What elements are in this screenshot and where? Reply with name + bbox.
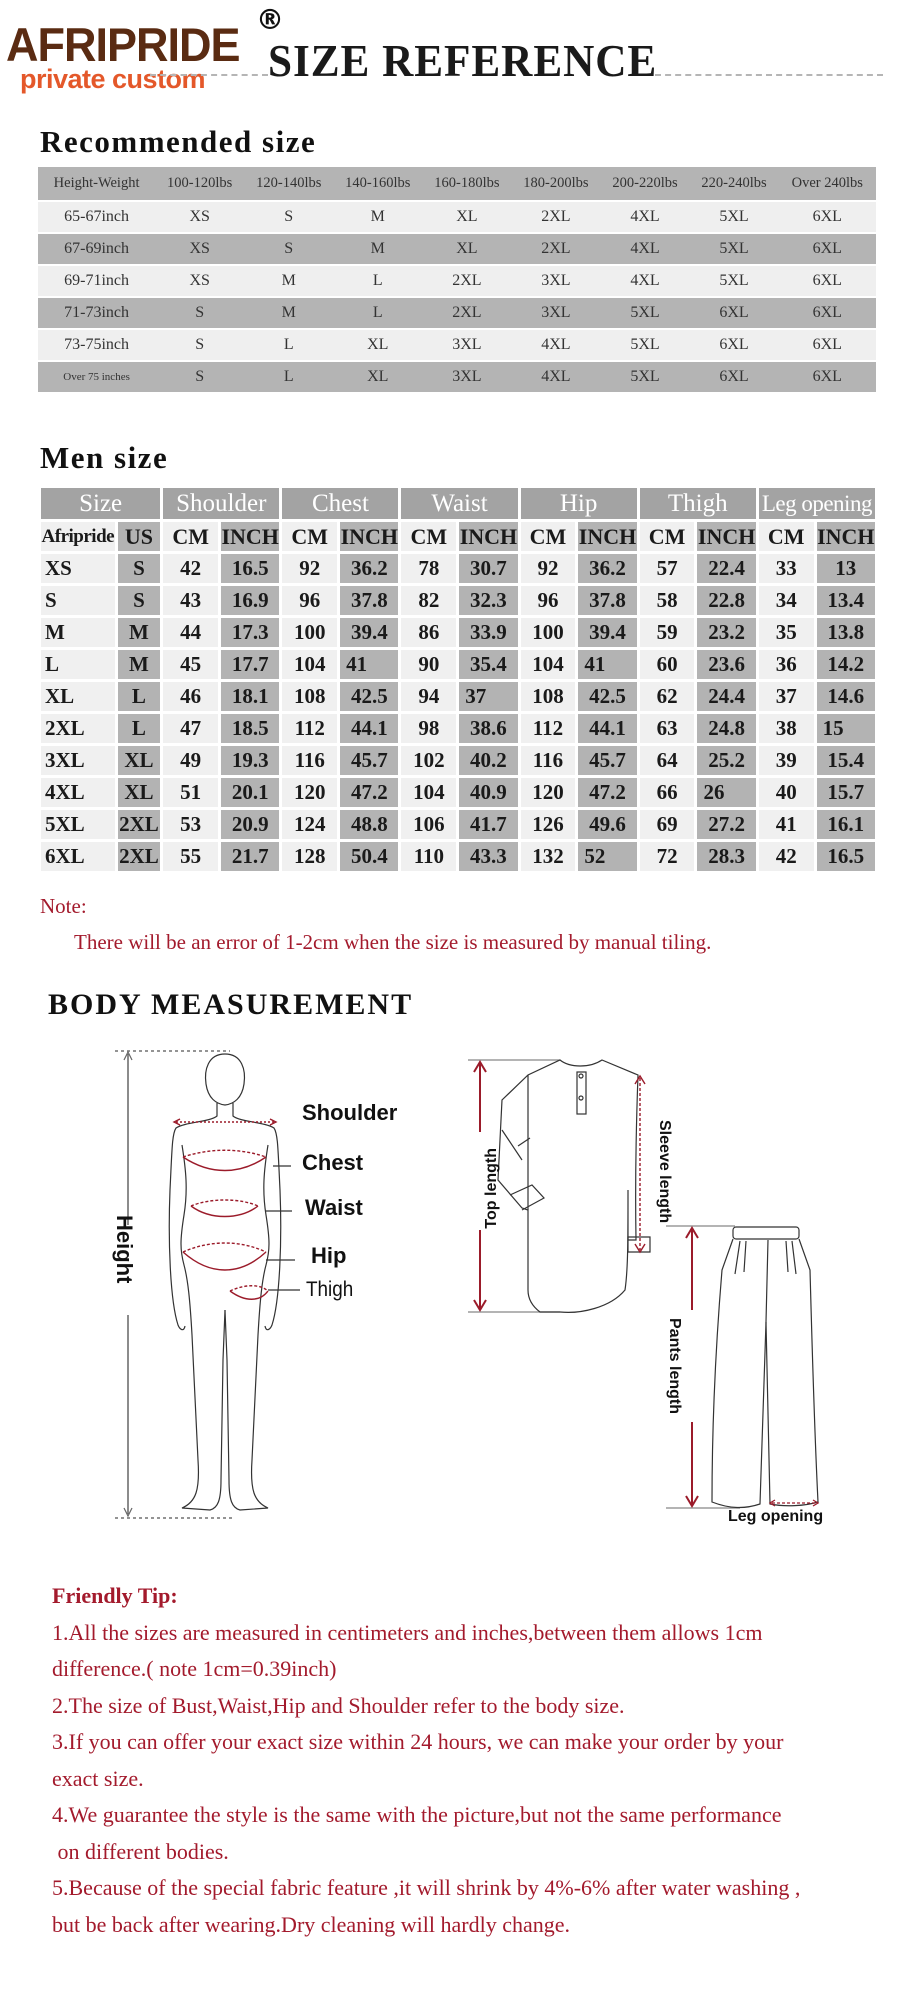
table-cell: 35 [759,618,814,647]
brand-tagline: private custom [20,64,206,94]
table-cell: 23.2 [697,618,755,647]
men-size-table [38,485,878,874]
tip-line: 1.All the sizes are measured in centimeters and inches,between them allows 1cm [52,1619,763,1645]
table-cell: 17.3 [221,618,279,647]
table-cell: 14.6 [817,682,875,711]
table-cell: 30.7 [459,554,517,583]
group-header: Chest [282,488,398,519]
table-row [41,714,875,743]
table-cell: 13 [817,554,875,583]
table-cell: 42.5 [578,682,636,711]
column-header: Afripride [41,522,115,551]
table-cell: 44 [163,618,218,647]
table-row [38,234,876,264]
table-cell: L [41,650,115,679]
table-cell: 6XL [690,362,779,392]
table-row [38,298,876,328]
table-cell: 41.7 [459,810,517,839]
column-header: INCH [340,522,398,551]
friendly-tips [52,1578,882,1943]
tip-line: on different bodies. [52,1838,229,1864]
top-length-label: Top length [483,1148,500,1229]
table-row [38,362,876,392]
table-cell: 4XL [600,234,689,264]
table-cell: S [118,554,161,583]
table-cell: 39.4 [340,618,398,647]
table-cell: 46 [163,682,218,711]
table-cell: 82 [401,586,456,615]
chest-label: Chest [302,1150,364,1175]
table-cell: XL [41,682,115,711]
table-cell: 38 [759,714,814,743]
table-cell: 2XL [511,234,600,264]
table-cell: 102 [401,746,456,775]
table-cell: 132 [521,842,576,871]
table-cell: 42 [759,842,814,871]
table-cell: 36.2 [578,554,636,583]
table-cell: XS [41,554,115,583]
table-cell: 22.4 [697,554,755,583]
table-cell: 32.3 [459,586,517,615]
table-cell: 4XL [600,202,689,232]
note-text: There will be an error of 1-2cm when the size is measured by manual tiling. [74,930,712,954]
table-cell: XL [333,362,422,392]
table-cell: 39 [759,746,814,775]
table-cell: 26 [697,778,755,807]
table-cell: 18.5 [221,714,279,743]
table-cell: 17.7 [221,650,279,679]
table-cell: 13.4 [817,586,875,615]
table-cell: S [155,362,244,392]
table-cell: 5XL [600,298,689,328]
table-cell: 6XL [779,362,876,392]
table-cell: 2XL [118,842,161,871]
table-cell: 14.2 [817,650,875,679]
column-header: CM [640,522,695,551]
table-cell: 48.8 [340,810,398,839]
table-cell: 33 [759,554,814,583]
table-cell: 45.7 [578,746,636,775]
table-cell: 16.5 [817,842,875,871]
column-header: INCH [221,522,279,551]
table-cell: 116 [521,746,576,775]
column-header: US [118,522,161,551]
table-cell: 24.4 [697,682,755,711]
table-header-row [38,167,876,200]
table-cell: 6XL [690,298,779,328]
thigh-label: Thigh [306,1278,354,1301]
table-cell: 78 [401,554,456,583]
table-cell: 108 [521,682,576,711]
table-cell: 44.1 [340,714,398,743]
tip-line: 5.Because of the special fabric feature ,it will shrink by 4%-6% after water washing , [52,1875,801,1900]
table-cell: 22.8 [697,586,755,615]
table-cell: 4XL [600,266,689,296]
table-cell: 15.4 [817,746,875,775]
column-header: 120-140lbs [244,167,333,200]
table-row [41,778,875,807]
table-cell: 112 [521,714,576,743]
tip-line: 4.We guarantee the style is the same with the picture,but not the same performance [52,1802,782,1827]
table-cell: 50.4 [340,842,398,871]
table-row [41,554,875,583]
table-cell: 4XL [511,330,600,360]
table-cell: M [333,202,422,232]
column-header: 100-120lbs [155,167,244,200]
table-cell: L [333,298,422,328]
table-cell: 21.7 [221,842,279,871]
tip-line: but be back after wearing.Dry cleaning will hardly change. [52,1911,571,1937]
table-cell: 49.6 [578,810,636,839]
table-cell: 55 [163,842,218,871]
table-cell: 100 [282,618,337,647]
table-cell: 42.5 [340,682,398,711]
column-header: INCH [697,522,755,551]
table-cell: 96 [282,586,337,615]
table-cell: 3XL [422,330,511,360]
tip-line: 2.The size of Bust,Waist,Hip and Shoulder refer to the body size. [52,1692,625,1718]
table-cell: 38.6 [459,714,517,743]
table-cell: L [244,330,333,360]
table-cell: 94 [401,682,456,711]
table-cell: 72 [640,842,695,871]
table-cell: 71-73inch [38,298,155,328]
table-cell: S [155,330,244,360]
table-cell: 47.2 [578,778,636,807]
table-cell: 45.7 [340,746,398,775]
table-cell: 27.2 [697,810,755,839]
table-cell: 5XL [600,330,689,360]
table-cell: XS [155,266,244,296]
table-cell: S [155,298,244,328]
table-cell: 98 [401,714,456,743]
table-cell: 92 [282,554,337,583]
table-cell: 5XL [600,362,689,392]
group-header: Hip [521,488,637,519]
group-header: Size [41,488,160,519]
column-header: 180-200lbs [511,167,600,200]
table-row [41,842,875,871]
table-cell: 96 [521,586,576,615]
table-cell: 104 [282,650,337,679]
note-label: Note: [40,894,87,918]
table-cell: 23.6 [697,650,755,679]
table-cell: XL [333,330,422,360]
table-cell: M [118,618,161,647]
table-cell: 124 [282,810,337,839]
table-row [41,810,875,839]
table-cell: XL [118,746,161,775]
table-cell: 42 [163,554,218,583]
table-cell: 44.1 [578,714,636,743]
table-cell: 45 [163,650,218,679]
table-cell: XL [118,778,161,807]
table-cell: 100 [521,618,576,647]
header-divider-right [655,74,883,76]
table-cell: 40.9 [459,778,517,807]
table-cell: S [244,202,333,232]
table-cell: 6XL [779,202,876,232]
table-cell: 20.9 [221,810,279,839]
table-cell: Over 75 inches [38,362,155,392]
height-label: Height [112,1215,137,1284]
table-cell: 28.3 [697,842,755,871]
table-cell: 110 [401,842,456,871]
column-header: INCH [459,522,517,551]
table-cell: 49 [163,746,218,775]
column-header: 200-220lbs [600,167,689,200]
table-cell: 120 [521,778,576,807]
table-cell: 116 [282,746,337,775]
table-cell: 41 [578,650,636,679]
table-cell: M [118,650,161,679]
table-cell: 4XL [511,362,600,392]
men-size-heading: Men size [40,440,169,475]
subheader-row [41,522,875,551]
recommended-heading: Recommended size [40,124,317,159]
table-cell: 3XL [422,362,511,392]
table-cell: 43.3 [459,842,517,871]
group-header: Shoulder [163,488,279,519]
table-cell: 104 [401,778,456,807]
table-cell: 62 [640,682,695,711]
page-title: SIZE REFERENCE [268,35,658,86]
table-cell: 112 [282,714,337,743]
table-cell: M [333,234,422,264]
table-row [38,266,876,296]
table-cell: 16.5 [221,554,279,583]
table-cell: L [118,682,161,711]
column-header: 220-240lbs [690,167,779,200]
table-cell: XS [155,202,244,232]
table-cell: 37 [759,682,814,711]
table-cell: 66 [640,778,695,807]
table-cell: 6XL [41,842,115,871]
table-cell: 25.2 [697,746,755,775]
shoulder-label: Shoulder [302,1100,398,1125]
tip-line: 3.If you can offer your exact size within 24 hours, we can make your order by your [52,1729,784,1754]
table-cell: 6XL [779,266,876,296]
table-cell: 59 [640,618,695,647]
table-cell: 126 [521,810,576,839]
table-cell: 2XL [422,266,511,296]
table-cell: 3XL [41,746,115,775]
tip-line: difference.( note 1cm=0.39inch) [52,1656,337,1681]
table-cell: 15 [817,714,875,743]
table-cell: 120 [282,778,337,807]
column-header: INCH [817,522,875,551]
table-cell: 128 [282,842,337,871]
table-cell: 35.4 [459,650,517,679]
table-cell: S [118,586,161,615]
table-cell: XS [155,234,244,264]
table-cell: 15.7 [817,778,875,807]
column-header: 140-160lbs [333,167,422,200]
table-cell: 92 [521,554,576,583]
group-header: Leg opening [759,488,875,519]
table-cell: 37.8 [578,586,636,615]
table-cell: 60 [640,650,695,679]
table-cell: 73-75inch [38,330,155,360]
table-cell: 69 [640,810,695,839]
table-cell: 63 [640,714,695,743]
table-row [41,682,875,711]
table-cell: L [118,714,161,743]
brand-logo: AFRIPRIDE [6,17,240,72]
table-cell: L [244,362,333,392]
table-cell: 65-67inch [38,202,155,232]
table-cell: 2XL [118,810,161,839]
tips-title: Friendly Tip: [52,1583,178,1608]
table-cell: 51 [163,778,218,807]
column-header: Height-Weight [38,167,155,200]
column-header: CM [163,522,218,551]
table-cell: 2XL [422,298,511,328]
table-cell: 16.9 [221,586,279,615]
table-cell: 2XL [41,714,115,743]
table-row [41,618,875,647]
table-cell: 52 [578,842,636,871]
table-cell: 19.3 [221,746,279,775]
table-row [38,202,876,232]
table-cell: 6XL [690,330,779,360]
leg-opening-label: Leg opening [728,1508,824,1525]
table-cell: 86 [401,618,456,647]
table-cell: 90 [401,650,456,679]
table-cell: 104 [521,650,576,679]
table-cell: 41 [340,650,398,679]
table-cell: 5XL [690,234,779,264]
table-cell: 47.2 [340,778,398,807]
table-row [41,650,875,679]
group-header: Waist [401,488,517,519]
group-header: Thigh [640,488,756,519]
table-cell: XL [422,234,511,264]
table-cell: 36.2 [340,554,398,583]
table-cell: XL [422,202,511,232]
table-cell: 36 [759,650,814,679]
table-cell: 67-69inch [38,234,155,264]
table-cell: 40 [759,778,814,807]
table-cell: 3XL [511,298,600,328]
column-header: CM [401,522,456,551]
column-header: Over 240lbs [779,167,876,200]
column-header: CM [521,522,576,551]
table-cell: 58 [640,586,695,615]
table-cell: 6XL [779,330,876,360]
pants-diagram [660,1222,840,1522]
table-cell: 39.4 [578,618,636,647]
table-cell: 37 [459,682,517,711]
table-row [41,746,875,775]
table-cell: S [41,586,115,615]
body-measurement-heading: BODY MEASUREMENT [48,988,414,1021]
table-cell: 41 [759,810,814,839]
table-cell: 43 [163,586,218,615]
table-cell: 47 [163,714,218,743]
table-cell: 34 [759,586,814,615]
table-cell: 40.2 [459,746,517,775]
table-cell: 5XL [690,266,779,296]
recommended-size-table [38,165,876,394]
table-cell: 18.1 [221,682,279,711]
pants-length-label: Pants length [666,1318,683,1415]
table-cell: S [244,234,333,264]
table-cell: 64 [640,746,695,775]
tip-line: exact size. [52,1765,144,1791]
table-cell: 4XL [41,778,115,807]
group-header-row [41,488,875,519]
table-cell: 3XL [511,266,600,296]
table-cell: 57 [640,554,695,583]
table-cell: M [41,618,115,647]
table-cell: 69-71inch [38,266,155,296]
table-cell: 6XL [779,234,876,264]
column-header: CM [282,522,337,551]
table-cell: 20.1 [221,778,279,807]
registered-mark: ® [256,3,284,36]
column-header: 160-180lbs [422,167,511,200]
hip-label: Hip [311,1243,347,1268]
table-cell: 24.8 [697,714,755,743]
sleeve-length-label: Sleeve length [656,1120,673,1224]
table-cell: 5XL [690,202,779,232]
table-row [38,330,876,360]
table-cell: 5XL [41,810,115,839]
table-cell: M [244,266,333,296]
column-header: CM [759,522,814,551]
table-cell: 53 [163,810,218,839]
table-cell: 6XL [779,298,876,328]
table-cell: 2XL [511,202,600,232]
table-cell: L [333,266,422,296]
table-cell: 16.1 [817,810,875,839]
column-header: INCH [578,522,636,551]
table-cell: 13.8 [817,618,875,647]
table-row [41,586,875,615]
table-cell: 106 [401,810,456,839]
table-cell: 108 [282,682,337,711]
table-cell: 37.8 [340,586,398,615]
header-divider-left [150,74,268,76]
table-cell: 33.9 [459,618,517,647]
table-cell: M [244,298,333,328]
waist-label: Waist [305,1195,363,1220]
